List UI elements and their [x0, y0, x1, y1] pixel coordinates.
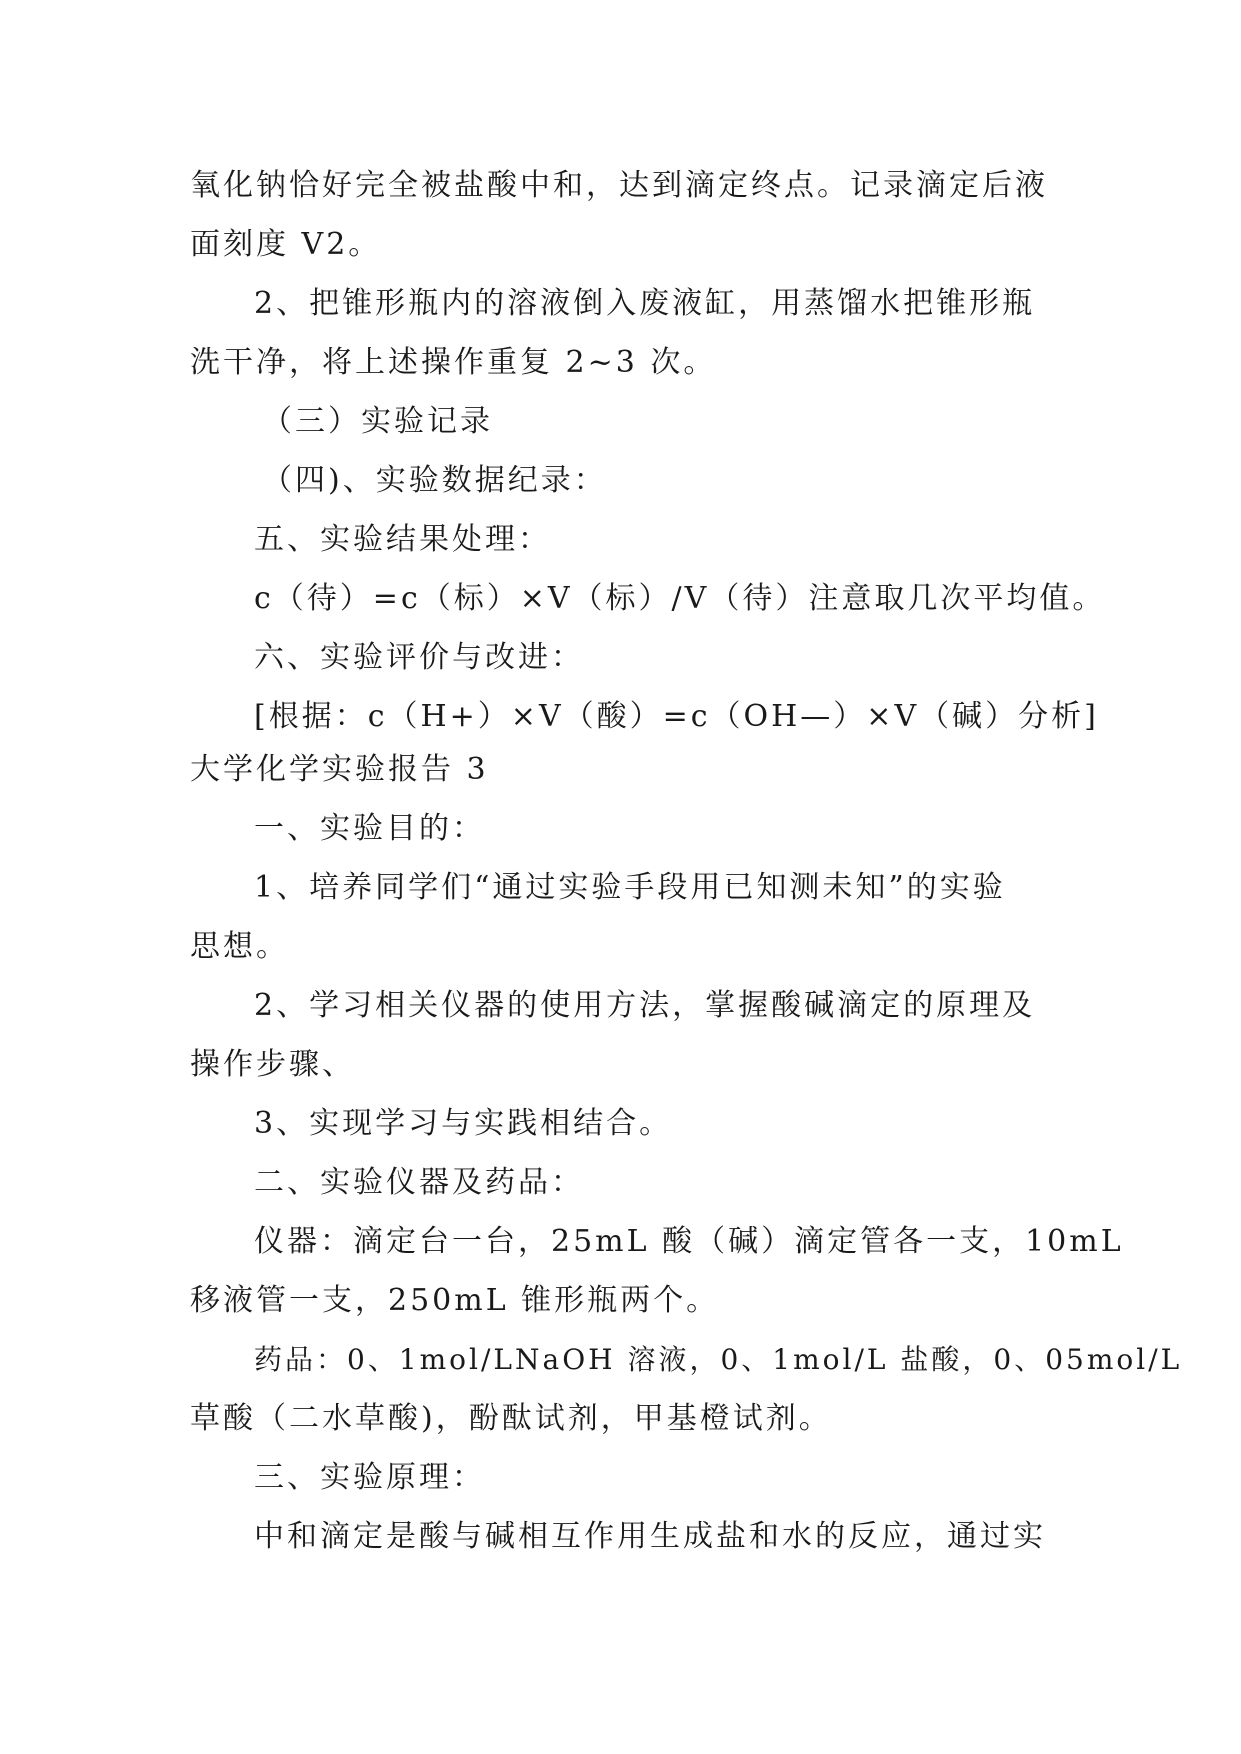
report-title: 大学化学实验报告 3	[190, 752, 489, 787]
text-line: 1、培养同学们“通过实验手段用已知测未知”的实验	[254, 870, 1006, 905]
text-line: 氧化钠恰好完全被盐酸中和，达到滴定终点。记录滴定后液	[190, 168, 1048, 203]
formula-line: [根据：c（H+）×V（酸）=c（OH—）×V（碱）分析]	[254, 699, 1099, 734]
text-line: 草酸（二水草酸)，酚酞试剂，甲基橙试剂。	[190, 1401, 832, 1436]
section-heading: 二、实验仪器及药品：	[254, 1165, 584, 1200]
section-heading: 三、实验原理：	[254, 1460, 485, 1495]
section-heading: （四)、实验数据纪录：	[262, 463, 607, 498]
text-line: 3、实现学习与实践相结合。	[254, 1106, 673, 1141]
section-heading: （三）实验记录	[262, 404, 493, 439]
text-line: 仪器：滴定台一台，25mL 酸（碱）滴定管各一支，10mL	[254, 1224, 1124, 1259]
text-line: 操作步骤、	[190, 1047, 355, 1082]
text-line: 药品：0、1mol/LNaOH 溶液，0、1mol/L 盐酸，0、05mol/L	[254, 1343, 1183, 1376]
text-line: 2、学习相关仪器的使用方法，掌握酸碱滴定的原理及	[254, 988, 1036, 1023]
section-heading: 六、实验评价与改进：	[254, 640, 584, 675]
text-line: 面刻度 V2。	[190, 227, 382, 262]
formula-line: c（待）=c（标）×V（标）/V（待）注意取几次平均值。	[254, 581, 1106, 616]
section-heading: 一、实验目的：	[254, 811, 485, 846]
text-line: 2、把锥形瓶内的溶液倒入废液缸，用蒸馏水把锥形瓶	[254, 286, 1036, 321]
text-line: 思想。	[190, 929, 289, 964]
section-heading: 五、实验结果处理：	[254, 522, 551, 557]
text-line: 洗干净，将上述操作重复 2~3 次。	[190, 345, 717, 380]
text-line: 中和滴定是酸与碱相互作用生成盐和水的反应，通过实	[254, 1519, 1046, 1554]
text-line: 移液管一支，250mL 锥形瓶两个。	[190, 1283, 720, 1318]
